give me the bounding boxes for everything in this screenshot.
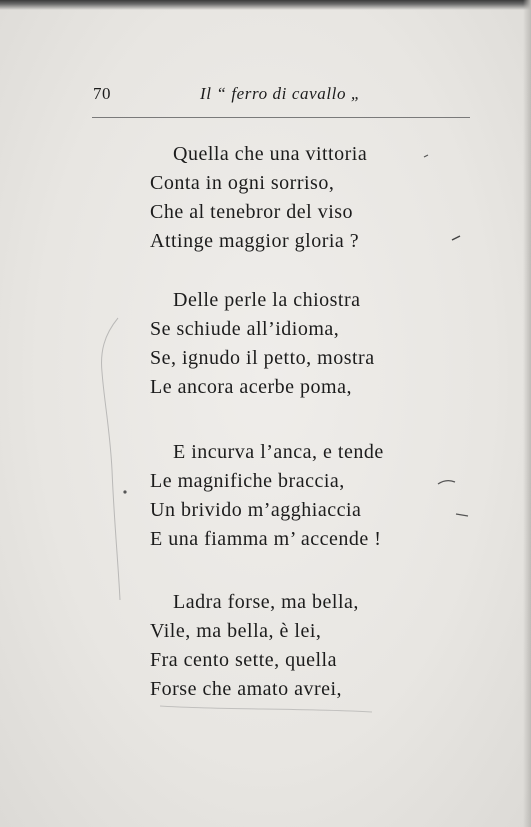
- stanza-1: [150, 140, 450, 256]
- verse-line: Se schiude all’idioma,: [150, 318, 340, 340]
- ink-speck: [123, 490, 126, 493]
- verse-line: Conta in ogni sorriso,: [150, 172, 335, 194]
- verse-line: Le magnifiche braccia,: [150, 470, 345, 492]
- stanza-3: [150, 438, 450, 554]
- running-title: Il “ ferro di cavallo „: [200, 84, 361, 103]
- verse-line: Le ancora acerbe poma,: [150, 376, 352, 398]
- verse-line: Forse che amato avrei,: [150, 678, 343, 700]
- verse-line: Quella che una vittoria: [173, 143, 368, 165]
- verse-line: Che al tenebror del viso: [150, 201, 354, 223]
- verse-line: E una fiamma m’ accende !: [150, 528, 382, 550]
- verse-line: Fra cento sette, quella: [150, 649, 337, 671]
- pencil-tick: [456, 514, 468, 516]
- verse-line: Vile, ma bella, è lei,: [150, 620, 322, 642]
- margin-pencil-stroke: [102, 318, 120, 600]
- page-top-shadow: [0, 0, 531, 10]
- page-number: 70: [93, 84, 111, 103]
- verse-line: Se, ignudo il petto, mostra: [150, 347, 375, 369]
- stanza-2: [150, 286, 450, 402]
- pencil-tick: [452, 236, 460, 240]
- verse-line: E incurva l’anca, e tende: [173, 441, 384, 463]
- page-right-shadow: [523, 0, 531, 827]
- pencil-underline: [160, 706, 372, 712]
- header-rule: [92, 117, 470, 118]
- verse-line: Attinge maggior gloria ?: [150, 230, 360, 252]
- stanza-4: [150, 588, 450, 704]
- verse-line: Delle perle la chiostra: [173, 289, 361, 311]
- verse-line: Ladra forse, ma bella,: [173, 591, 359, 613]
- verse-line: Un brivido m’agghiaccia: [150, 499, 362, 521]
